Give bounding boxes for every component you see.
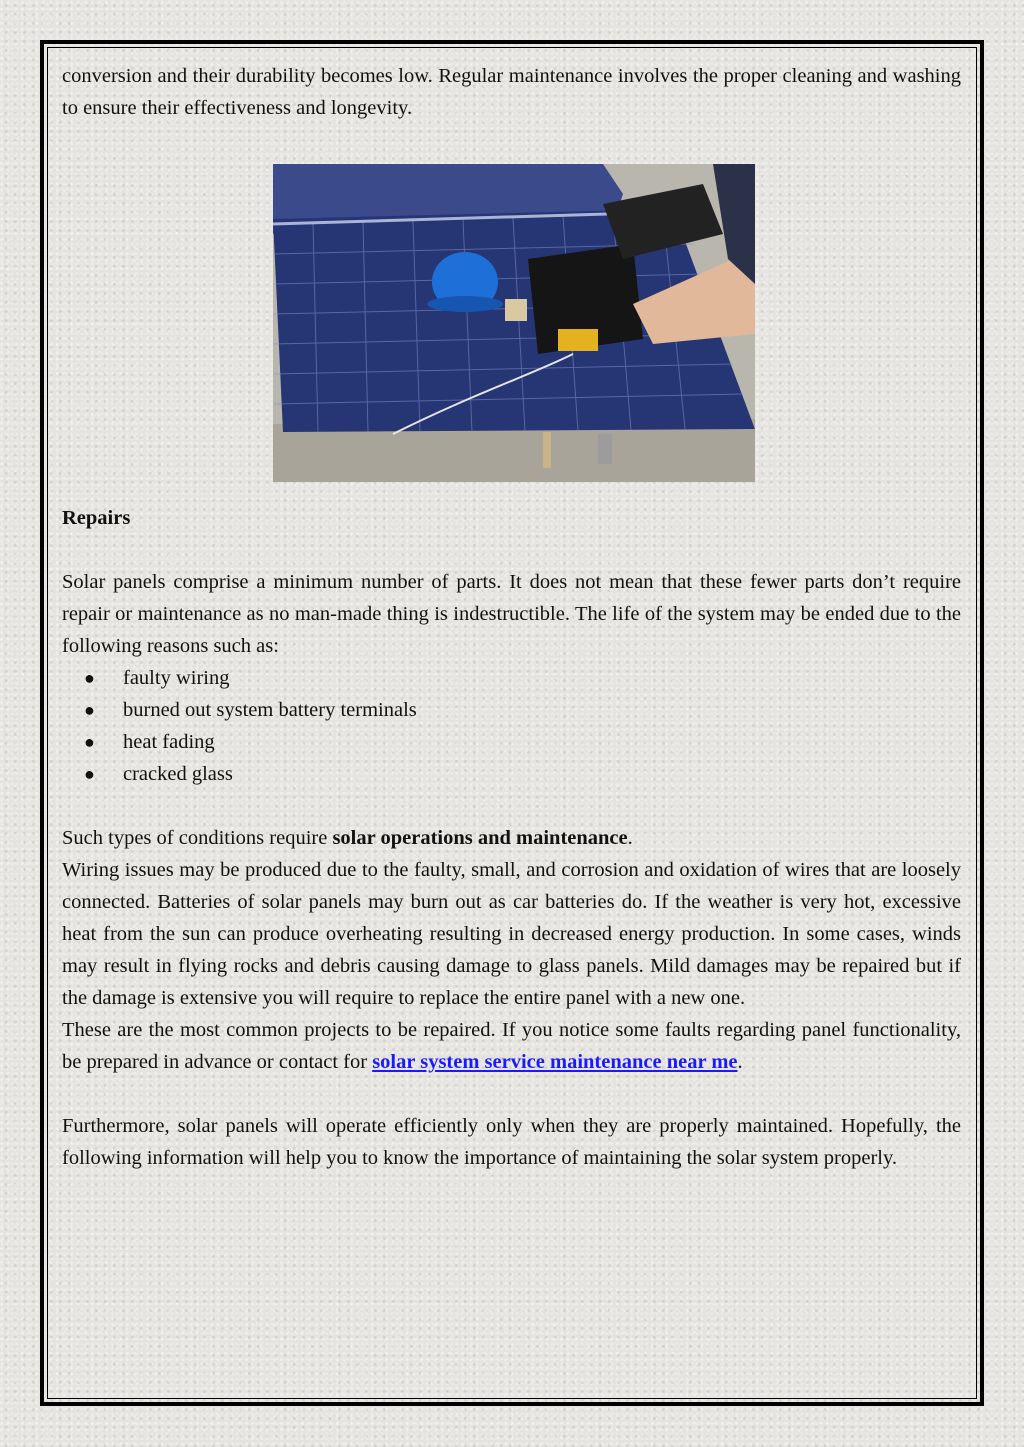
repairs-intro-paragraph: Solar panels comprise a minimum number of parts. It does not mean that these fewer parts don’t require repair or maintenance as no man-made thing is indestructible. The life of the system may be ended due to the following reasons such as:	[62, 571, 961, 657]
spacer	[62, 1078, 961, 1110]
list-item-text: cracked glass	[123, 763, 233, 785]
bullet-icon: ●	[84, 764, 95, 784]
spacer	[62, 534, 961, 566]
intro-paragraph: conversion and their durability becomes low. Regular maintenance involves the proper cleaning and washing to ensure their effectiveness and longevity.	[62, 65, 961, 119]
wiring-paragraph: Wiring issues may be produced due to the faulty, small, and corrosion and oxidation of wires that are loosely connected. Batteries of solar panels may burn out as car batteries do. If the weather is very hot, excessive heat from the sun can produce overheating resulting in decreased energy production. In some cases, winds may result in flying rocks and debris causing damage to glass panels. Mild damages may be repaired but if the damage is extensive you will require to replace the entire panel with a new one.	[62, 859, 961, 1009]
conditions-prefix: Such types of conditions require	[62, 827, 333, 849]
conditions-suffix: .	[627, 827, 633, 849]
list-item	[62, 694, 961, 726]
reasons-list	[62, 662, 961, 790]
bullet-icon: ●	[84, 732, 95, 752]
common-suffix: .	[737, 1051, 743, 1073]
list-item	[62, 726, 961, 758]
solar-panel-photo	[273, 164, 755, 482]
repairs-heading: Repairs	[62, 507, 131, 529]
conditions-paragraph	[62, 822, 961, 854]
bullet-icon: ●	[84, 668, 95, 688]
list-item-text: faulty wiring	[123, 667, 230, 689]
closing-paragraph: Furthermore, solar panels will operate efficiently only when they are properly maintained. Hopefully, the following information will help you to know the importance of maintaining the solar system properly.	[62, 1115, 961, 1169]
list-item	[62, 662, 961, 694]
list-item-text: burned out system battery terminals	[123, 699, 417, 721]
conditions-bold-term: solar operations and maintenance	[332, 827, 628, 849]
bullet-icon: ●	[84, 700, 95, 720]
figure	[62, 124, 961, 502]
list-item	[62, 758, 961, 790]
list-item-text: heat fading	[123, 731, 215, 753]
common-prefix: These are the most common projects to be repaired. If you notice some faults regarding panel functionality, be prepared in advance or contact for	[62, 1019, 961, 1073]
service-maintenance-link[interactable]: solar system service maintenance near me	[372, 1051, 738, 1073]
common-projects-paragraph	[62, 1014, 961, 1078]
spacer	[62, 790, 961, 822]
document-body	[62, 60, 961, 1174]
